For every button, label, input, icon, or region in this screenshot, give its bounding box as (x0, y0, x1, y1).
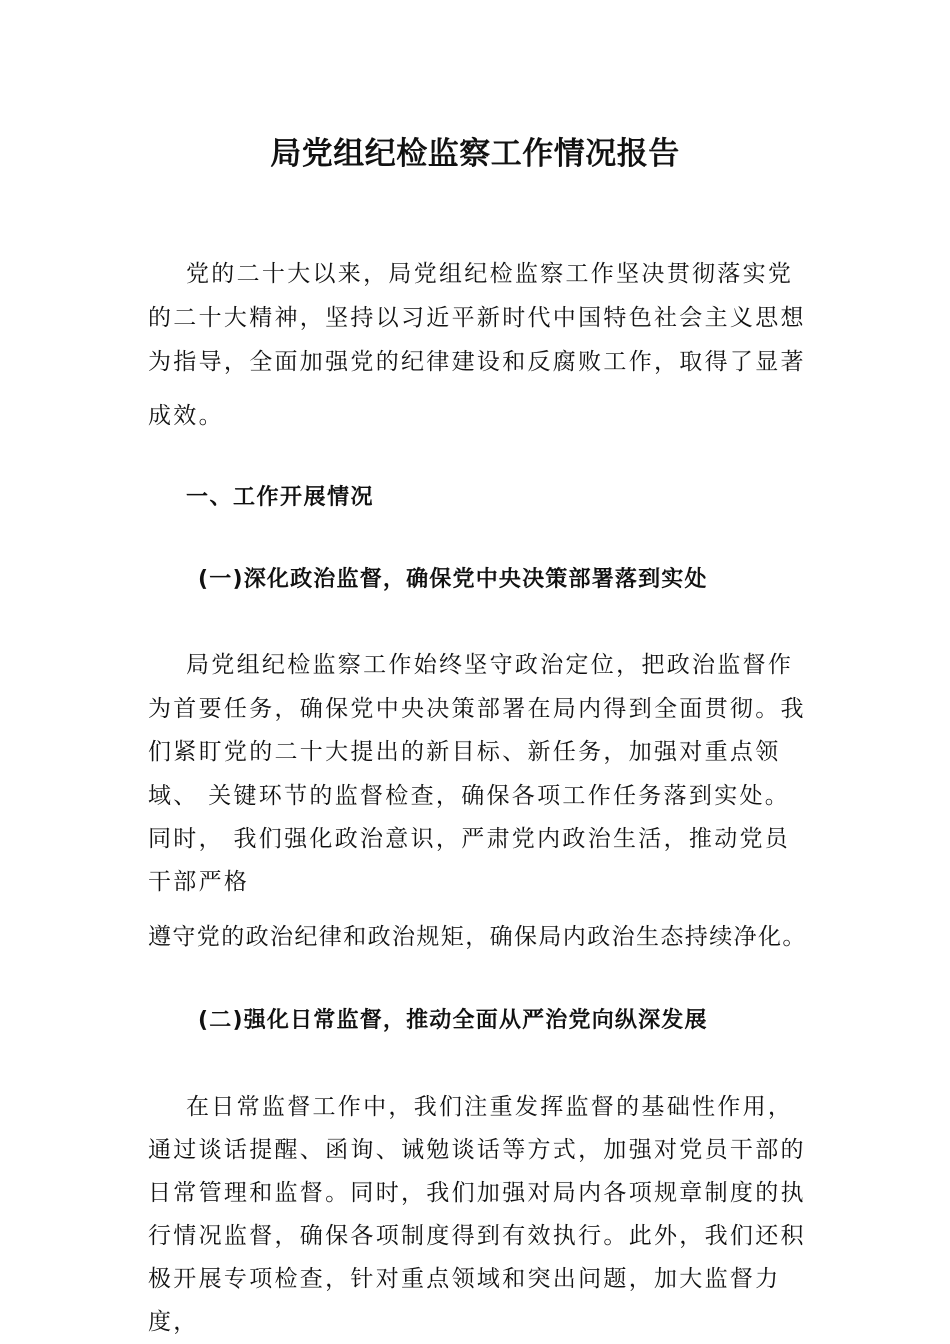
subsection-1-line-3: 们紧盯党的二十大提出的新目标、新任务，加强对重点领 (148, 739, 781, 765)
subsection-1-line-5: 同时， 我们强化政治意识，严肃党内政治生活，推动党员 (148, 826, 791, 852)
subsection-1-line-2: 为首要任务，确保党中央决策部署在局内得到全面贯彻。我 (148, 696, 806, 722)
subsection-2-line-2: 通过谈话提醒、函询、诫勉谈话等方式，加强对党员干部的 (148, 1137, 806, 1163)
subsection-2-line-1: 在日常监督工作中，我们注重发挥监督的基础性作用， (186, 1094, 794, 1120)
intro-line-1: 党的二十大以来，局党组纪检监察工作坚决贯彻落实党 (186, 261, 794, 287)
intro-line-3: 为指导，全面加强党的纪律建设和反腐败工作，取得了显著 (148, 349, 806, 375)
subsection-1-line-1: 局党组纪检监察工作始终坚守政治定位，把政治监督作 (186, 652, 794, 678)
report-title: 局党组纪检监察工作情况报告 (270, 136, 680, 172)
section-heading-1: 一、工作开展情况 (186, 485, 375, 510)
subsection-heading-2: (二)强化日常监督，推动全面从严治党向纵深发展 (198, 1008, 708, 1033)
subsection-1-line-4: 域、 关键环节的监督检查，确保各项工作任务落到实处。 (148, 783, 791, 809)
subsection-2-line-4: 行情况监督，确保各项制度得到有效执行。此外，我们还积 (148, 1223, 806, 1249)
intro-line-2: 的二十大精神，坚持以习近平新时代中国特色社会主义思想 (148, 305, 806, 331)
subsection-2-line-3: 日常管理和监督。同时，我们加强对局内各项规章制度的执 (148, 1180, 806, 1206)
subsection-1-line-7: 遵守党的政治纪律和政治规矩，确保局内政治生态持续净化。 (148, 924, 807, 950)
intro-line-4: 成效。 (148, 403, 224, 429)
subsection-1-line-6: 干部严格 (148, 869, 250, 895)
subsection-2-line-5: 极开展专项检查，针对重点领域和突出问题，加大监督力 (148, 1266, 781, 1292)
subsection-2-line-6: 度， (148, 1309, 199, 1335)
subsection-heading-1: (一)深化政治监督，确保党中央决策部署落到实处 (198, 567, 708, 592)
